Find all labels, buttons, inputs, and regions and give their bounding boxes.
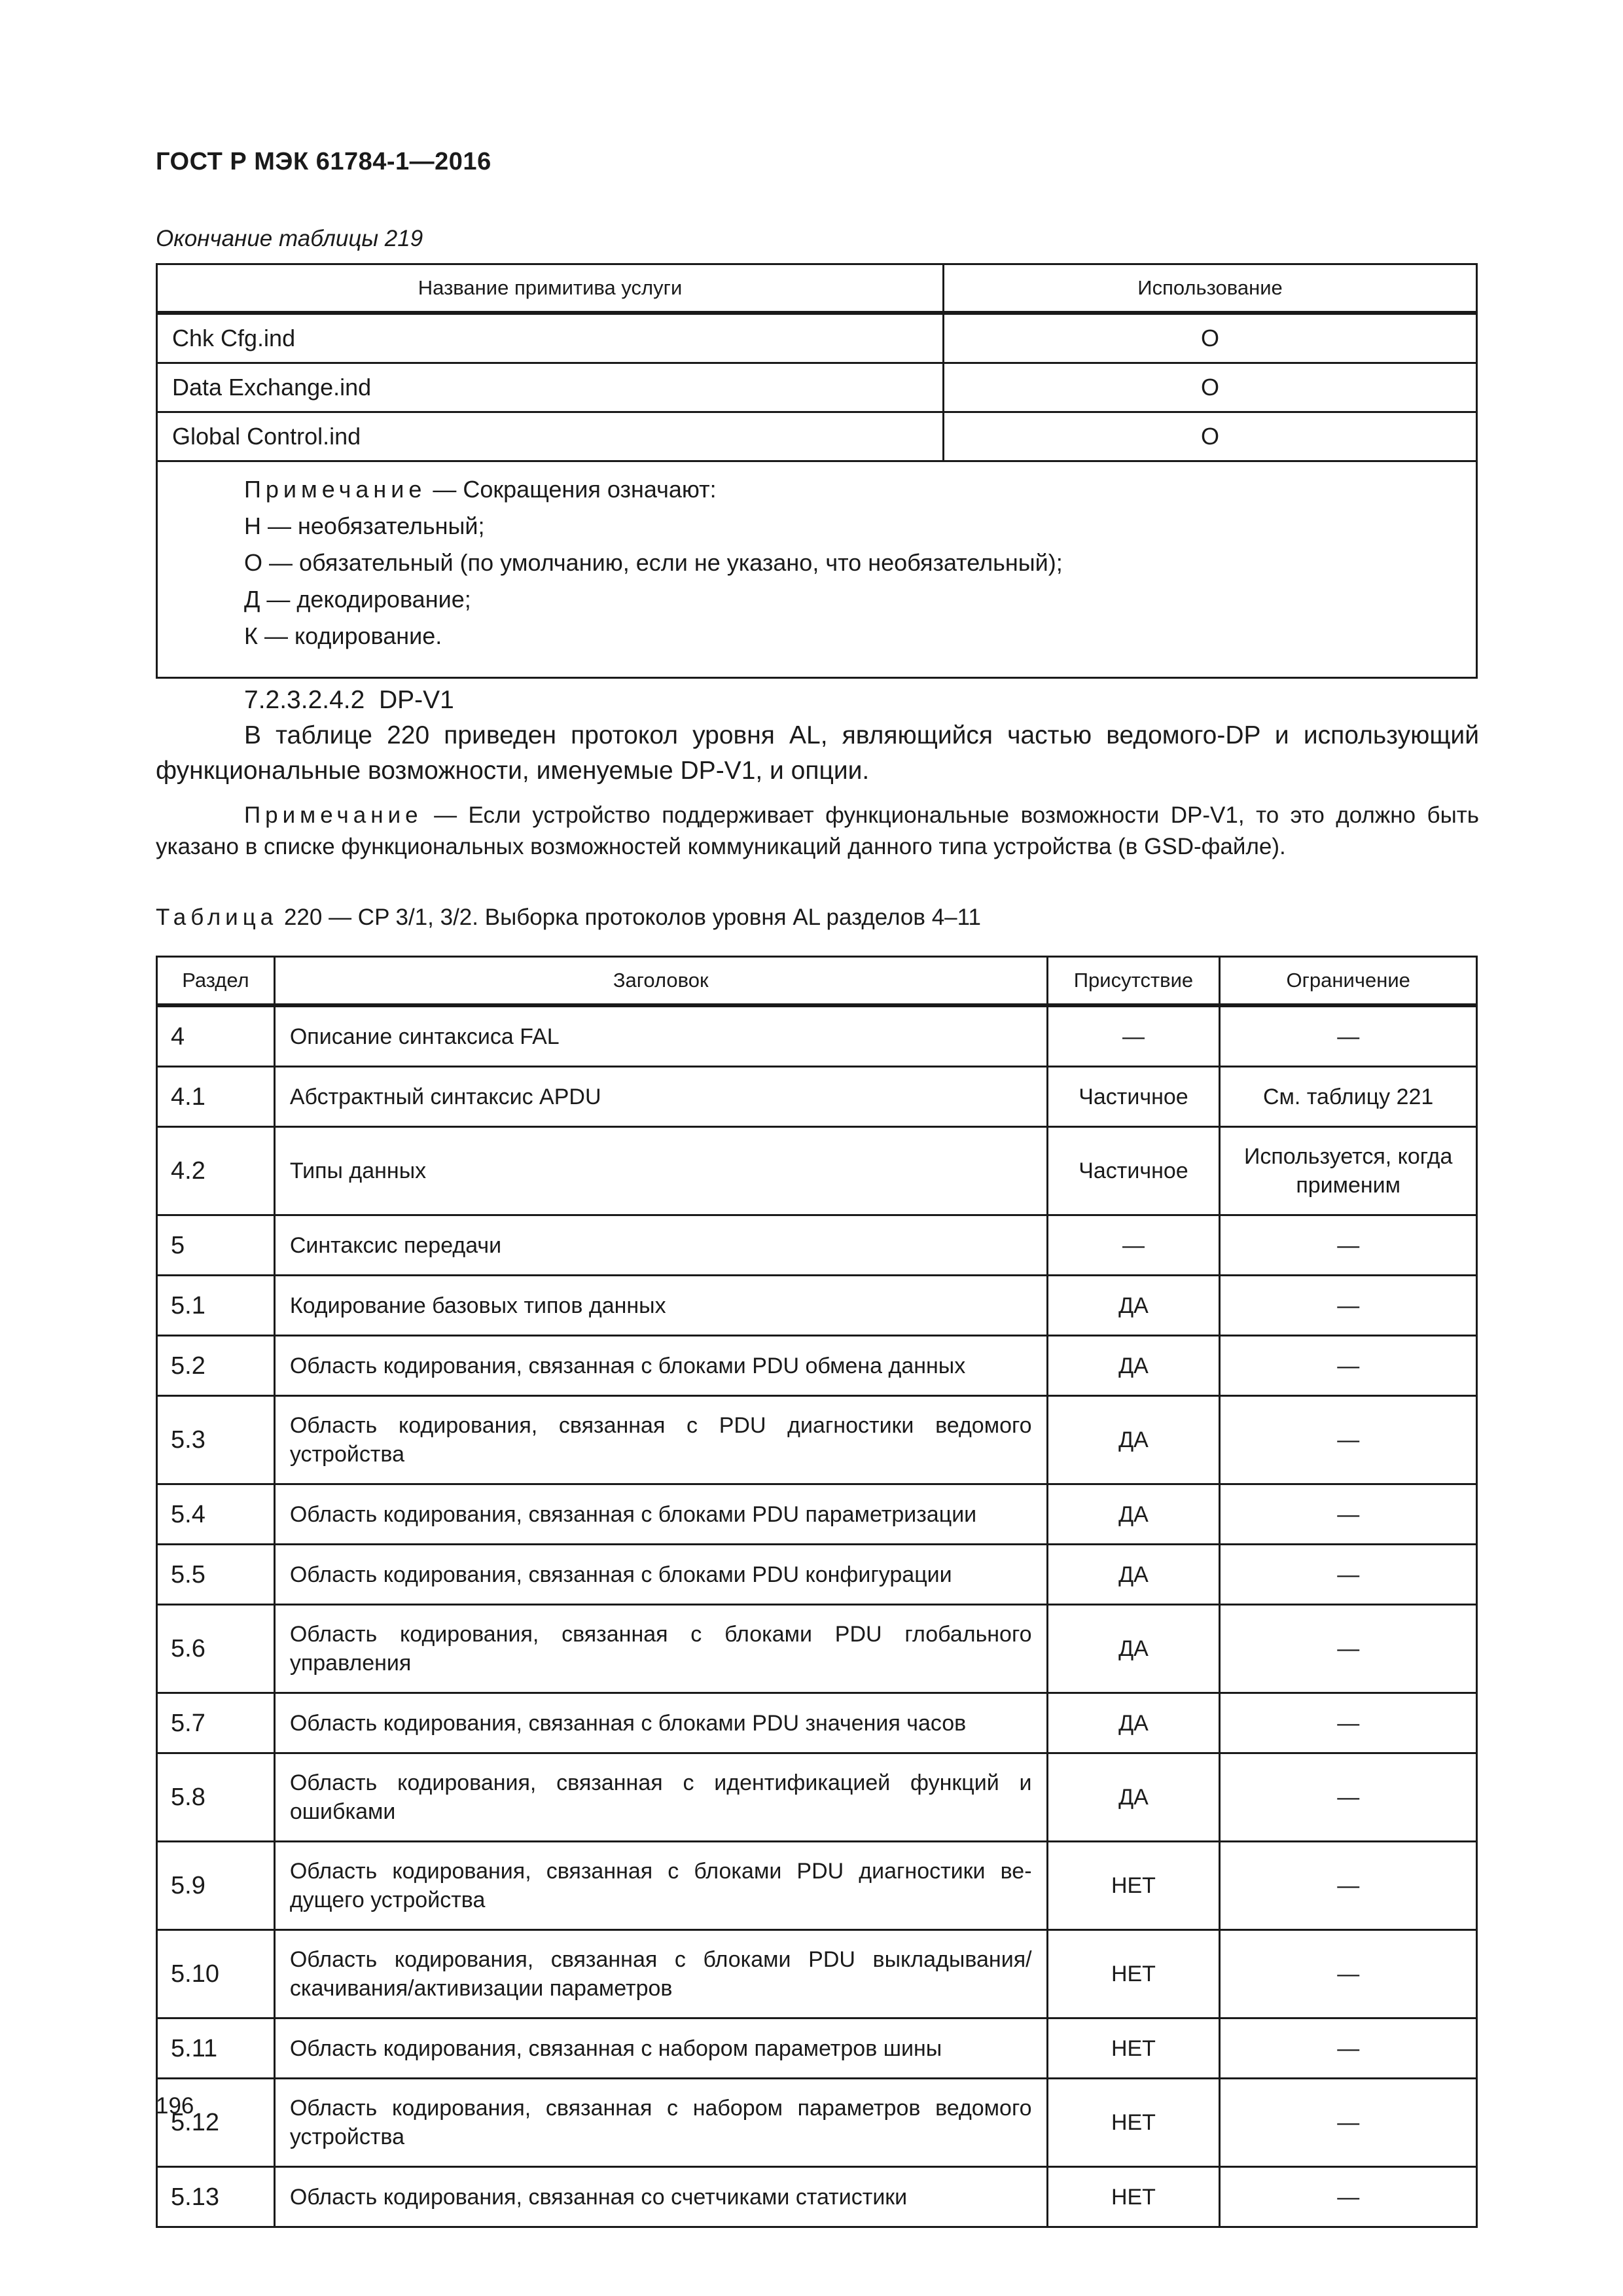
row-limitation: — (1220, 1484, 1477, 1545)
table-row (157, 1276, 1477, 1336)
table-row (157, 1753, 1477, 1842)
row-presence: — (1047, 1005, 1220, 1067)
column-header-service-primitive: Название примитива услуги (157, 264, 944, 314)
row-limitation: — (1220, 1276, 1477, 1336)
row-section: 5.12 (157, 2079, 275, 2167)
table-219 (156, 263, 1478, 679)
table-row (157, 1693, 1477, 1753)
primitive-usage: О (944, 412, 1477, 461)
row-title: Синтаксис передачи (274, 1215, 1047, 1276)
table-note (157, 461, 1477, 678)
page-number: 196 (156, 2093, 194, 2119)
table-220 (156, 956, 1478, 2228)
row-title: Область кодирования, связанная с набором параметров шины (274, 2018, 1047, 2079)
row-presence: ДА (1047, 1693, 1220, 1753)
table-header-row (157, 264, 1477, 314)
row-section: 5.7 (157, 1693, 275, 1753)
note-line: К — кодирование. (244, 622, 442, 649)
column-header-title: Заголовок (274, 957, 1047, 1006)
row-presence: ДА (1047, 1276, 1220, 1336)
row-limitation: См. таблицу 221 (1220, 1067, 1477, 1127)
row-section: 5.5 (157, 1545, 275, 1605)
table-row (157, 1545, 1477, 1605)
row-section: 5.11 (157, 2018, 275, 2079)
table-219-caption: Окончание таблицы 219 (156, 226, 423, 251)
column-header-limitation: Ограничение (1220, 957, 1477, 1006)
row-title: Область кодирования, связанная с набором параметров ведомого устройства (274, 2079, 1047, 2167)
table-label: Таблица (156, 905, 278, 930)
row-limitation: — (1220, 1753, 1477, 1842)
row-title: Область кодирования, связанная с блоками PDU конфигурации (274, 1545, 1047, 1605)
row-section: 4 (157, 1005, 275, 1067)
row-title: Область кодирования, связанная с блоками PDU диагностики ве-дущего устройства (274, 1842, 1047, 1930)
primitive-usage: О (944, 313, 1477, 363)
section-heading: 7.2.3.2.4.2 DP-V1 (244, 686, 454, 714)
row-limitation: Используется, когда применим (1220, 1127, 1477, 1215)
row-section: 5.6 (157, 1605, 275, 1693)
row-title: Кодирование базовых типов данных (274, 1276, 1047, 1336)
row-limitation: — (1220, 1693, 1477, 1753)
row-section: 5.8 (157, 1753, 275, 1842)
table-row (157, 1005, 1477, 1067)
table-row (157, 2079, 1477, 2167)
row-limitation: — (1220, 1396, 1477, 1484)
table-row (157, 313, 1477, 363)
table-row (157, 1127, 1477, 1215)
row-section: 4.2 (157, 1127, 275, 1215)
table-row (157, 1215, 1477, 1276)
note-text: — Если устройство поддерживает функциональные возможности DP-V1, то это должно быть указано в списке функциональных возможностей коммуникаций данного типа устройства (в GSD-файле). (156, 802, 1479, 859)
table-row (157, 412, 1477, 461)
table-row (157, 1930, 1477, 2018)
row-presence: НЕТ (1047, 2079, 1220, 2167)
table-row (157, 1605, 1477, 1693)
note-intro-line (244, 471, 1476, 508)
row-presence: НЕТ (1047, 1930, 1220, 2018)
row-presence: НЕТ (1047, 2018, 1220, 2079)
row-section: 4.1 (157, 1067, 275, 1127)
row-section: 5.3 (157, 1396, 275, 1484)
standard-title: ГОСТ Р МЭК 61784-1—2016 (156, 148, 491, 175)
row-limitation: — (1220, 2018, 1477, 2079)
column-header-section: Раздел (157, 957, 275, 1006)
body-paragraph: В таблице 220 приведен протокол уровня AL, являющийся частью ведомого-DP и использующий функциональные возможности, именуемые DP-V1, и опции. (156, 721, 1479, 785)
row-presence: НЕТ (1047, 2167, 1220, 2227)
row-limitation: — (1220, 1930, 1477, 2018)
row-title: Область кодирования, связанная с идентификацией функций и ошибками (274, 1753, 1047, 1842)
column-header-presence: Присутствие (1047, 957, 1220, 1006)
table-row (157, 2018, 1477, 2079)
note-line: Н — необязательный; (244, 512, 485, 539)
row-presence: ДА (1047, 1396, 1220, 1484)
row-presence: ДА (1047, 1484, 1220, 1545)
table-row (157, 1842, 1477, 1930)
section-note (156, 800, 1479, 863)
row-section: 5.2 (157, 1336, 275, 1396)
row-section: 5 (157, 1215, 275, 1276)
row-presence: — (1047, 1215, 1220, 1276)
row-limitation: — (1220, 1005, 1477, 1067)
row-presence: ДА (1047, 1336, 1220, 1396)
table-row (157, 1396, 1477, 1484)
row-limitation: — (1220, 2167, 1477, 2227)
note-intro: — Сокращения означают: (426, 476, 717, 503)
row-limitation: — (1220, 2079, 1477, 2167)
table-220-body (157, 1005, 1477, 2227)
row-section: 5.4 (157, 1484, 275, 1545)
table-row (157, 2167, 1477, 2227)
table-row (157, 363, 1477, 412)
row-limitation: — (1220, 1605, 1477, 1693)
row-section: 5.10 (157, 1930, 275, 2018)
table-row (157, 1336, 1477, 1396)
row-title: Абстрактный синтаксис APDU (274, 1067, 1047, 1127)
row-presence: ДА (1047, 1753, 1220, 1842)
primitive-name: Data Exchange.ind (157, 363, 944, 412)
table-header-row (157, 957, 1477, 1006)
column-header-usage: Использование (944, 264, 1477, 314)
note-label: Примечание (244, 476, 427, 503)
row-presence: Частичное (1047, 1067, 1220, 1127)
table-row (157, 1484, 1477, 1545)
row-limitation: — (1220, 1336, 1477, 1396)
row-limitation: — (1220, 1842, 1477, 1930)
row-presence: НЕТ (1047, 1842, 1220, 1930)
row-title: Область кодирования, связанная с блоками PDU выкладывания/ скачивания/активизации параметров (274, 1930, 1047, 2018)
note-line: О — обязательный (по умолчанию, если не указано, что необязательный); (244, 549, 1063, 576)
table-caption-text: 220 — CP 3/1, 3/2. Выборка протоколов уровня AL разделов 4–11 (277, 905, 981, 930)
primitive-name: Chk Cfg.ind (157, 313, 944, 363)
row-title: Область кодирования, связанная с PDU диагностики ведомого устройства (274, 1396, 1047, 1484)
row-title: Область кодирования, связанная с блоками PDU глобального управления (274, 1605, 1047, 1693)
row-title: Область кодирования, связанная с блоками PDU параметризации (274, 1484, 1047, 1545)
row-presence: Частичное (1047, 1127, 1220, 1215)
row-title: Область кодирования, связанная с блоками PDU значения часов (274, 1693, 1047, 1753)
table-note-row (157, 461, 1477, 678)
row-limitation: — (1220, 1545, 1477, 1605)
table-220-caption (156, 905, 981, 931)
row-title: Область кодирования, связанная с блоками PDU обмена данных (274, 1336, 1047, 1396)
row-section: 5.9 (157, 1842, 275, 1930)
row-section: 5.1 (157, 1276, 275, 1336)
row-presence: ДА (1047, 1545, 1220, 1605)
primitive-name: Global Control.ind (157, 412, 944, 461)
note-label: Примечание (244, 802, 423, 828)
row-title: Типы данных (274, 1127, 1047, 1215)
row-limitation: — (1220, 1215, 1477, 1276)
primitive-usage: О (944, 363, 1477, 412)
table-row (157, 1067, 1477, 1127)
row-title: Область кодирования, связанная со счетчиками статистики (274, 2167, 1047, 2227)
row-section: 5.13 (157, 2167, 275, 2227)
row-title: Описание синтаксиса FAL (274, 1005, 1047, 1067)
row-presence: ДА (1047, 1605, 1220, 1693)
note-line: Д — декодирование; (244, 586, 471, 613)
